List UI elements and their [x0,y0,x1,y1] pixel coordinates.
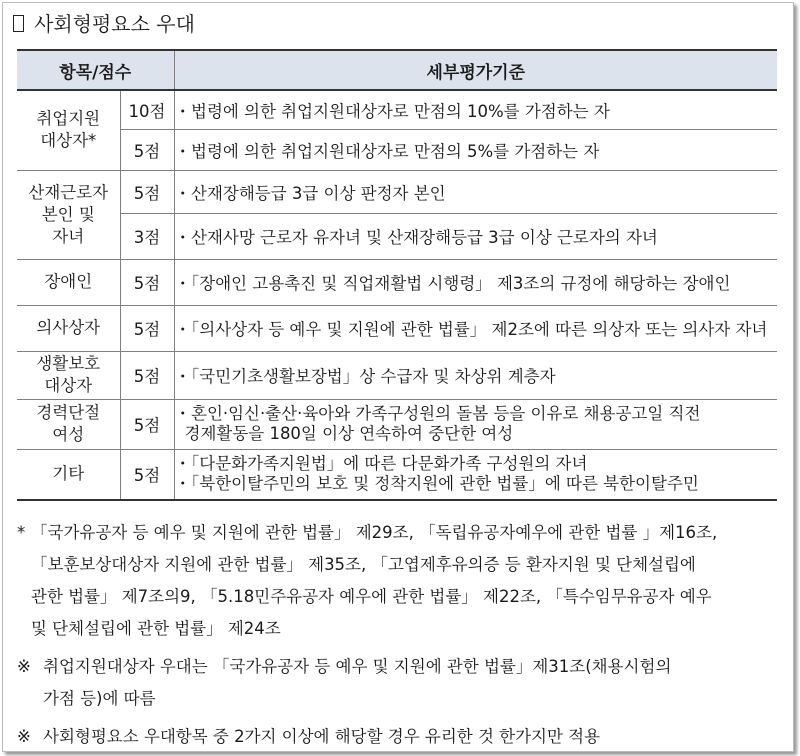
note-line: 사회형평요소 우대항목 중 2가지 이상에 해당할 경우 유리한 것 한가지만 적용 [43,727,601,746]
points-cell: 5점 [120,449,174,500]
category-label: 산재근로자 본인 및 자녀 [28,182,109,246]
reference-marker: ※ [17,727,31,746]
header-category-score: 항목/점수 [17,50,174,90]
criteria-line: ・혼인·임신·출산·육아와 가족구성원의 돌봄 등을 이유로 채용공고일 직전 [174,404,701,423]
reference-marker: ※ [17,657,31,676]
points-cell: 10점 [120,90,174,129]
category-cell [17,170,120,259]
table-row [17,305,777,351]
table-row [17,213,777,259]
table-row [17,129,777,170]
footnote-line: 「보훈보상대상자 지원에 관한 법률」 제35조, 「고엽제후유의증 등 환자지원 및 단체설립에 [31,555,696,574]
criteria-cell: ・「국민기초생활보장법」상 수급자 및 차상위 계층자 [174,351,777,399]
header-detailed-criteria: 세부평가기준 [174,50,777,90]
table-row [17,399,777,449]
section-title: 사회형평요소 우대 [34,12,195,36]
note-line: 가점 등)에 따름 [43,689,156,708]
footnote-law-list [17,517,791,645]
points-cell: 5점 [120,351,174,399]
points-cell: 5점 [120,399,174,449]
criteria-cell: ・「의사상자 등 예우 및 지원에 관한 법률」 제2조에 따른 의상자 또는 의사자 자녀 [174,305,777,351]
criteria-cell: ・법령에 의한 취업지원대상자로 만점의 10%를 가점하는 자 [174,90,777,129]
criteria-cell: ・산재사망 근로자 유자녀 및 산재장해등급 3급 이상 근로자의 자녀 [174,213,777,259]
points-cell: 5점 [120,259,174,305]
table-row [17,449,777,500]
footnote-line: 및 단체설립에 관한 법률」 제24조 [31,619,281,638]
category-cell [17,351,120,399]
criteria-line: ・「다문화가족지원법」에 따른 다문화가족 구성원의 자녀 [174,454,588,474]
category-label: 경력단절 여성 [36,403,101,444]
points-cell: 5점 [120,129,174,170]
criteria-cell [174,399,777,449]
category-cell: 기타 [17,449,120,500]
footnote-line: 관한 법률」 제7조의9, 「5.18민주유공자 예우에 관한 법률」 제22조, 「특수임무유공자 예우 [31,587,712,606]
table-row [17,170,777,213]
footnotes [17,517,791,753]
criteria-line: ・「북한이탈주민의 보호 및 정착지원에 관한 법률」에 따른 북한이탈주민 [174,474,699,494]
points-cell: 5점 [120,170,174,213]
category-label: 취업지원 대상자* [36,109,101,151]
criteria-line-continued: 경제활동을 180일 이상 연속하여 중단한 여성 [184,424,514,443]
table-row [17,90,777,129]
criteria-cell: ・「장애인 고용촉진 및 직업재활법 시행령」 제3조의 규정에 해당하는 장애인 [174,259,777,305]
category-cell: 장애인 [17,259,120,305]
criteria-cell: ・산재장해등급 3급 이상 판정자 본인 [174,170,777,213]
category-cell [17,90,120,170]
asterisk-marker: * [17,523,26,542]
category-label: 생활보호 대상자 [36,354,101,395]
table-header-row [17,50,777,90]
criteria-cell: ・법령에 의한 취업지원대상자로 만점의 5%를 가점하는 자 [174,129,777,170]
category-cell: 의사상자 [17,305,120,351]
document-page [2,2,794,752]
points-cell: 5점 [120,305,174,351]
points-cell: 3점 [120,213,174,259]
note-line: 취업지원대상자 우대는 「국가유공자 등 예우 및 지원에 관한 법률」제31조(채용시험의 [43,657,672,676]
evaluation-table [17,49,777,501]
category-cell [17,399,120,449]
note-single-benefit [17,721,791,753]
criteria-cell [174,449,777,500]
table-row [17,351,777,399]
checkbox-marker-icon [13,15,24,32]
table-row [17,259,777,305]
note-employment-support [17,651,791,715]
footnote-line: 「국가유공자 등 예우 및 지원에 관한 법률」 제29조, 「독립유공자예우에 관한 법률 」제16조, [31,523,718,542]
section-heading [13,9,195,39]
